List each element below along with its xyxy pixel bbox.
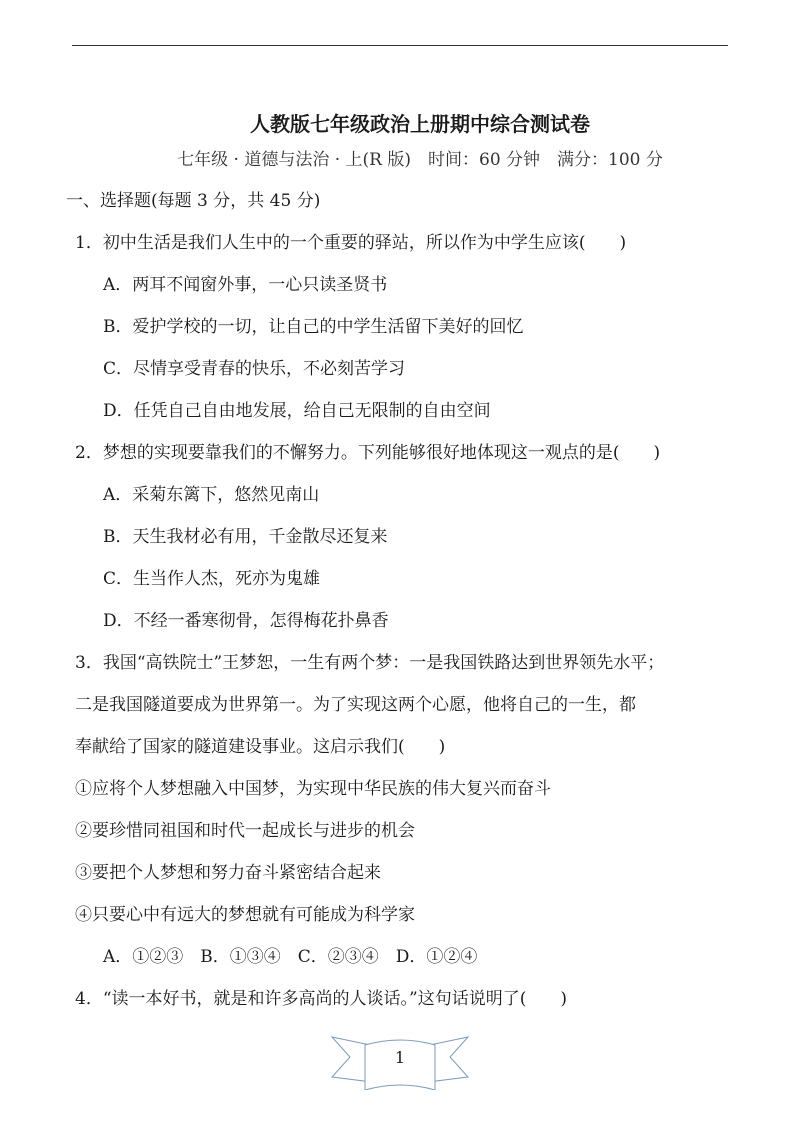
question-4: 4．“读一本好书，就是和许多高尚的人谈话。”这句话说明了( ) [75, 989, 567, 1009]
question-3-cont: 二是我国隧道要成为世界第一。为了实现这两个心愿，他将自己的一生，都 [75, 695, 636, 715]
statement-1: ①应将个人梦想融入中国梦，为实现中华民族的伟大复兴而奋斗 [75, 779, 551, 799]
exam-info: 七年级 · 道德与法治 · 上(R 版) 时间：60 分钟 满分：100 分 [177, 150, 663, 170]
page-number: 1 [394, 1048, 406, 1067]
header-rule [72, 45, 728, 46]
option-2b: B．天生我材必有用，千金散尽还复来 [103, 527, 388, 547]
page-title: 人教版七年级政治上册期中综合测试卷 [250, 112, 590, 136]
option-1c: C．尽情享受青春的快乐，不必刻苦学习 [103, 359, 406, 379]
statement-3: ③要把个人梦想和努力奋斗紧密结合起来 [75, 863, 381, 883]
question-3-cont: 奉献给了国家的隧道建设事业。这启示我们( ) [75, 737, 446, 757]
question-3: 3．我国“高铁院士”王梦恕，一生有两个梦：一是我国铁路达到世界领先水平； [75, 653, 665, 673]
option-1b: B．爱护学校的一切，让自己的中学生活留下美好的回忆 [103, 317, 524, 337]
option-2d: D．不经一番寒彻骨，怎得梅花扑鼻香 [103, 611, 389, 631]
option-1a: A．两耳不闻窗外事，一心只读圣贤书 [103, 275, 388, 295]
question-1: 1．初中生活是我们人生中的一个重要的驿站，所以作为中学生应该( ) [75, 233, 627, 253]
question-2: 2．梦想的实现要靠我们的不懈努力。下列能够很好地体现这一观点的是( ) [75, 443, 661, 463]
option-1d: D．任凭自己自由地发展，给自己无限制的自由空间 [103, 401, 491, 421]
statement-2: ②要珍惜同祖国和时代一起成长与进步的机会 [75, 821, 415, 841]
option-2a: A．采菊东篱下，悠然见南山 [103, 485, 320, 505]
option-2c: C．生当作人杰，死亦为鬼雄 [103, 569, 321, 589]
options-3: A．①②③ B．①③④ C．②③④ D．①②④ [103, 947, 478, 967]
statement-4: ④只要心中有远大的梦想就有可能成为科学家 [75, 905, 415, 925]
section-heading: 一、选择题(每题 3 分，共 45 分) [66, 191, 321, 211]
